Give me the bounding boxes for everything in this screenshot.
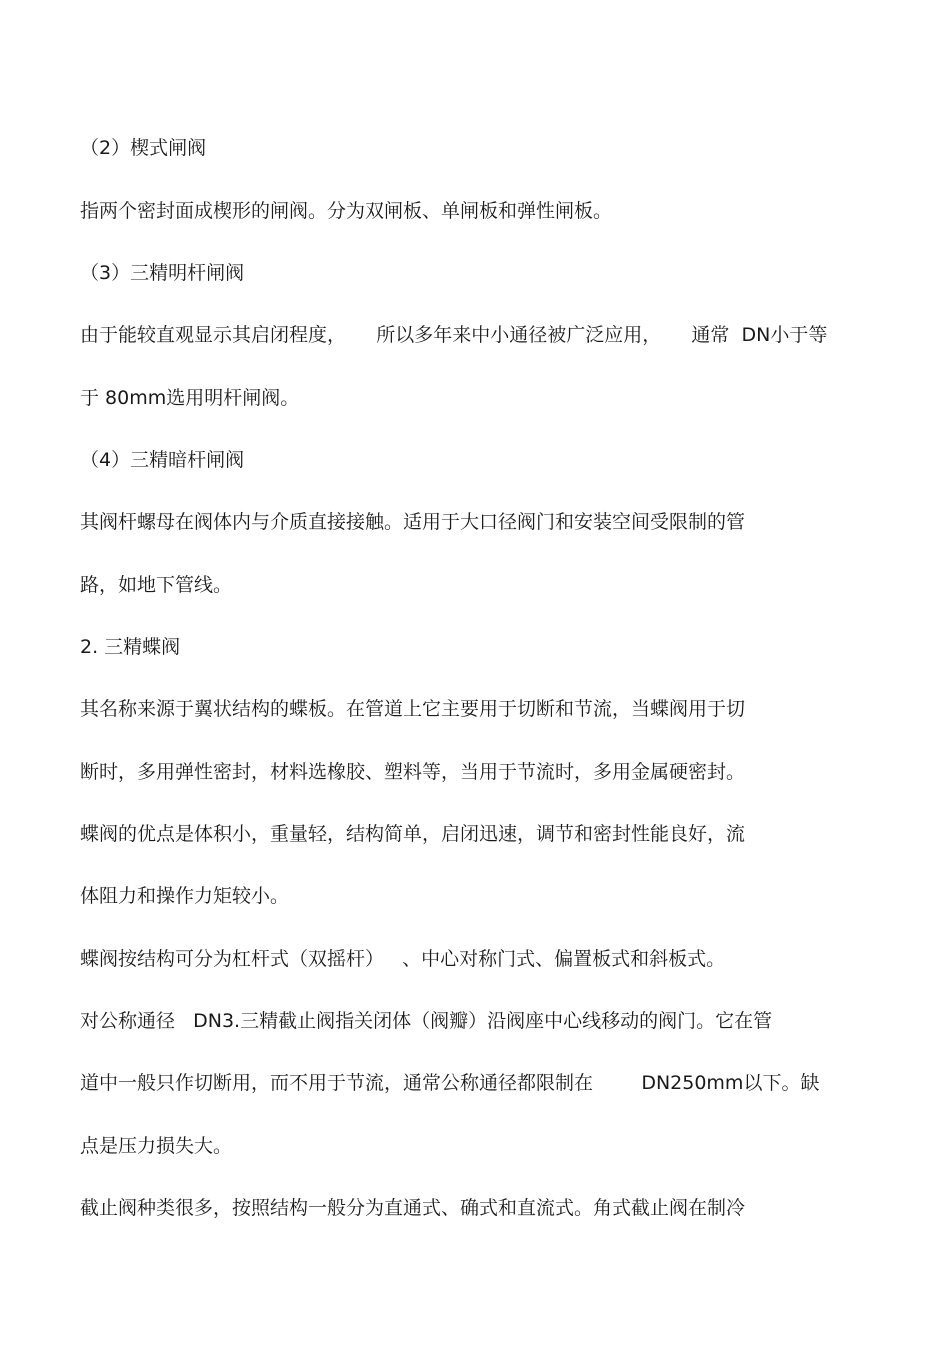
paragraph-line: 指两个密封面成楔形的闸阀。分为双闸板、单闸板和弹性闸板。 [80, 200, 613, 222]
paragraph-line: 于 80mm选用明杆闸阀。 [80, 387, 300, 409]
paragraph-line: 其阀杆螺母在阀体内与介质直接接触。适用于大口径阀门和安装空间受限制的管 [80, 511, 746, 533]
paragraph-line: 体阻力和操作力矩较小。 [80, 885, 290, 907]
paragraph-line: 截止阀种类很多，按照结构一般分为直通式、确式和直流式。角式截止阀在制冷 [80, 1197, 746, 1219]
paragraph-line: 蝶阀按结构可分为杠杆式（双摇杆） 、中心对称门式、偏置板式和斜板式。 [80, 948, 726, 970]
paragraph-line: 道中一般只作切断用，而不用于节流，通常公称通径都限制在 DN250mm以下。缺 [80, 1072, 820, 1094]
heading-rising-stem-gate-valve: （3）三精明杆闸阀 [80, 262, 245, 284]
paragraph-line: 路，如地下管线。 [80, 574, 233, 596]
paragraph-line: 其名称来源于翼状结构的蝶板。在管道上它主要用于切断和节流，当蝶阀用于切 [80, 698, 746, 720]
paragraph-line: 对公称通径 DN3.三精截止阀指关闭体（阀瓣）沿阀座中心线移动的阀门。它在管 [80, 1010, 773, 1032]
heading-non-rising-stem-gate-valve: （4）三精暗杆闸阀 [80, 449, 245, 471]
heading-butterfly-valve: 2. 三精蝶阀 [80, 636, 181, 658]
paragraph-line: 点是压力损失大。 [80, 1135, 233, 1157]
heading-wedge-gate-valve: （2）楔式闸阀 [80, 137, 207, 159]
paragraph-line: 蝶阀的优点是体积小，重量轻，结构简单，启闭迅速，调节和密封性能良好，流 [80, 823, 746, 845]
paragraph-line: 断时，多用弹性密封，材料选橡胶、塑料等，当用于节流时，多用金属硬密封。 [80, 761, 746, 783]
paragraph-line: 由于能较直观显示其启闭程度， 所以多年来中小通径被广泛应用， 通常 DN小于等 [80, 324, 828, 346]
